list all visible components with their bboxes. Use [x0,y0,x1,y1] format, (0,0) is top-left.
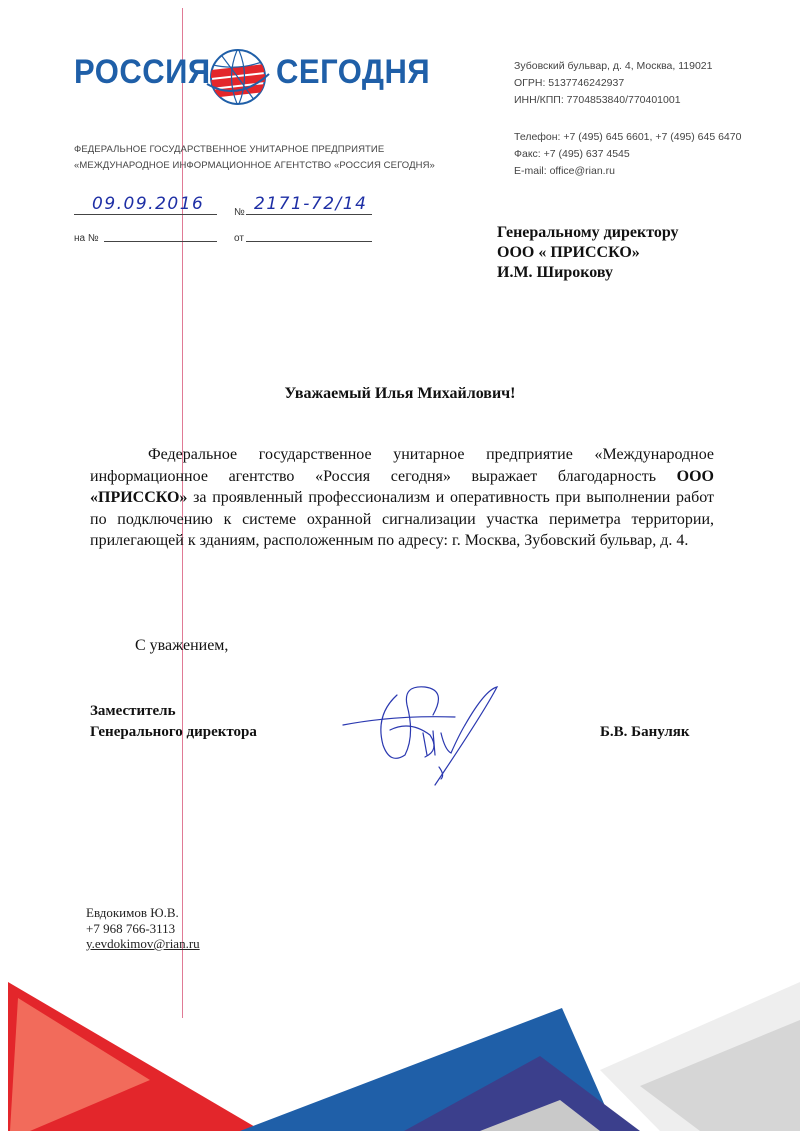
number-label: № [234,207,245,218]
letter-body [90,444,714,552]
fax: Факс: +7 (495) 637 4545 [514,148,630,160]
body-part-2: за проявленный профессионализм и оперативность при выполнении работ по подключению к системе охранной сигнализации участка периметра территории, прилегающей к зданиям, расположенным по адресу: г. Москва, Зубовский бульвар, д. 4. [90,489,714,549]
logo-text-left: РОССИЯ [74,51,211,91]
email: E-mail: office@rian.ru [514,165,615,177]
decorative-footer-shapes [0,960,800,1131]
contact-phone: +7 968 766-3113 [86,920,176,936]
body-company: ООО «ПРИССКО» [90,467,714,506]
greeting: Уважаемый Илья Михайлович! [284,385,516,402]
ogrn: ОГРН: 5137746242937 [514,77,625,89]
closing: С уважением, [135,637,229,654]
recipient-name: И.М. Широкову [497,264,613,281]
globe-logo-icon [205,44,271,110]
logo-text-right: СЕГОДНЯ [276,51,431,91]
contact-name: Евдокимов Ю.В. [86,905,179,920]
inn-kpp: ИНН/КПП: 7704853840/770401001 [514,94,681,106]
body-part-1: Федеральное государственное унитарное предприятие «Международное информационное агентство «Россия сегодня» выражает благодарность [90,446,714,485]
letterhead-contacts-block [514,129,741,180]
reply-date-field [246,227,372,242]
recipient-company: ООО « ПРИССКО» [497,244,640,261]
letterhead-address-block [514,58,712,109]
from-label: от [234,233,244,244]
handwritten-signature [335,675,505,790]
signatory-name: Б.В. Бануляк [600,724,690,740]
phone: Телефон: +7 (495) 645 6601, +7 (495) 645 6470 [514,131,742,143]
contact-email-link[interactable]: y.evdokimov@rian.ru [86,936,200,951]
signatory-title [90,701,257,743]
recipient-position: Генеральному директору [497,224,679,241]
org-line-1: ФЕДЕРАЛЬНОЕ ГОСУДАРСТВЕННОЕ УНИТАРНОЕ ПРЕДПРИЯТИЕ [74,144,385,155]
reply-number-field [104,227,217,242]
recipient-block [497,223,679,283]
org-line-2: «МЕЖДУНАРОДНОЕ ИНФОРМАЦИОННОЕ АГЕНТСТВО «РОССИЯ СЕГОДНЯ» [74,160,435,171]
signatory-title-line2: Генерального директора [90,724,257,740]
number-handwritten: 2171-72/14 [254,194,368,214]
reply-label: на № [74,233,99,244]
address: Зубовский бульвар, д. 4, Москва, 119021 [514,60,713,72]
contact-block [86,905,200,952]
signatory-title-line1: Заместитель [90,703,176,719]
date-handwritten: 09.09.2016 [92,194,205,214]
